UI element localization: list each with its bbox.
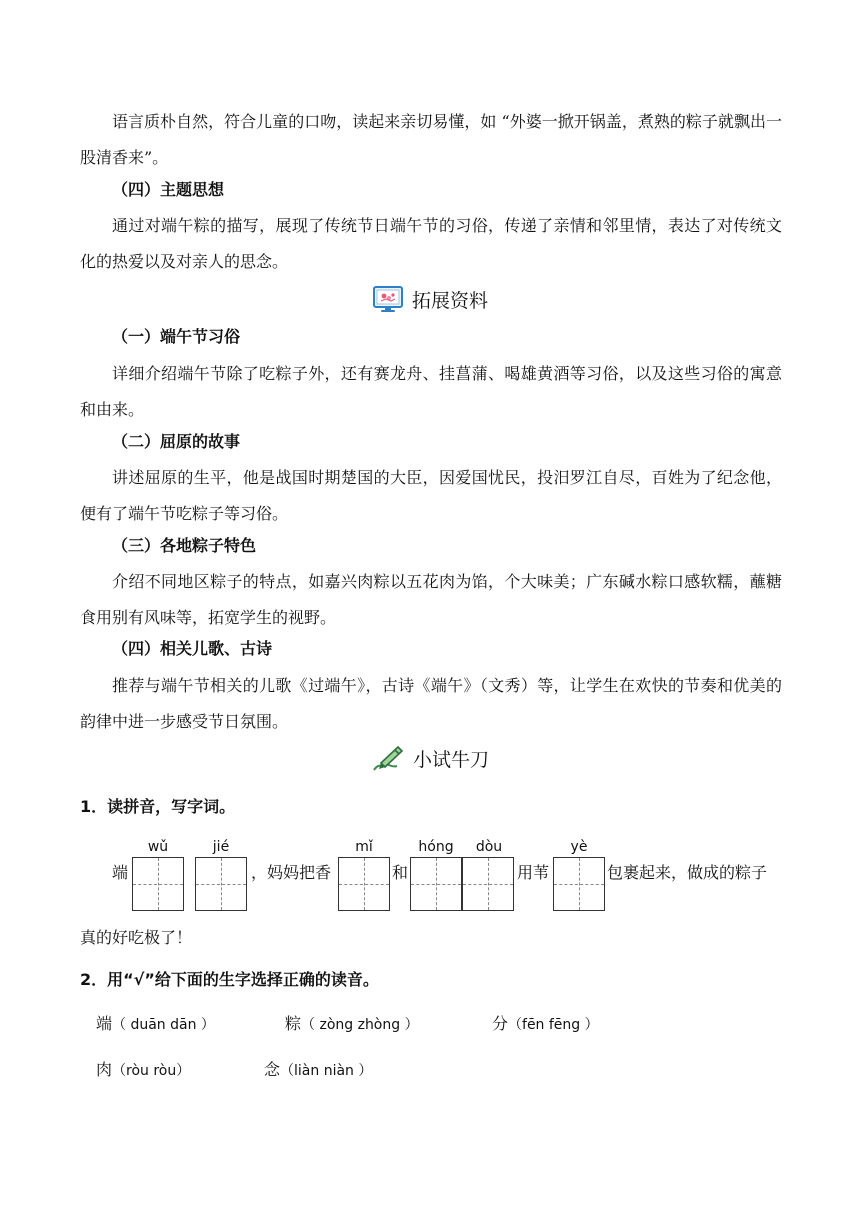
option-char: 端 xyxy=(96,1014,113,1033)
option-char: 念 xyxy=(264,1060,281,1079)
sentence-tail: 真的好吃极了！ xyxy=(80,928,193,947)
option-readings[interactable]: （fēn fēng ） xyxy=(508,1017,599,1033)
practice-section-header xyxy=(0,743,860,777)
extension-section-header xyxy=(0,284,860,318)
extension-heading-4: （四）相关儿歌、古诗 xyxy=(112,639,273,658)
extension-text-2: 讲述屈原的生平，他是战国时期楚国的大臣，因爱国忧民，投汨罗江自尽，百姓为了纪念他，便有了端午节吃粽子等习俗。 xyxy=(80,468,782,523)
sentence-text: 和 xyxy=(392,863,409,882)
reading-option xyxy=(96,1059,190,1082)
option-char: 肉 xyxy=(96,1060,113,1079)
writing-box[interactable] xyxy=(338,857,390,911)
sentence-text: 端 xyxy=(112,863,129,882)
sentence-text: 包裹起来，做成的粽子 xyxy=(607,863,768,882)
writing-box[interactable] xyxy=(553,857,605,911)
writing-box[interactable] xyxy=(462,857,514,911)
monitor-icon xyxy=(372,284,404,318)
reading-option xyxy=(492,1013,599,1036)
option-readings[interactable]: （ zòng zhòng ） xyxy=(301,1017,419,1033)
extension-heading-1: （一）端午节习俗 xyxy=(112,327,241,346)
extension-heading-2: （二）屈原的故事 xyxy=(112,432,241,451)
option-readings[interactable]: （ duān dān ） xyxy=(112,1017,215,1033)
pinyin-label: yè xyxy=(570,839,588,855)
writing-box[interactable] xyxy=(132,857,184,911)
pinyin-label: dòu xyxy=(475,839,503,855)
extension-text-3: 介绍不同地区粽子的特点，如嘉兴肉粽以五花肉为馅，个大味美；广东碱水粽口感软糯，蘸糖食用别有风味等，拓宽学生的视野。 xyxy=(80,572,782,627)
pinyin-label: jié xyxy=(212,839,230,855)
option-char: 分 xyxy=(492,1014,509,1033)
pinyin-label: mǐ xyxy=(355,839,373,855)
pinyin-label: wǔ xyxy=(147,839,169,855)
extension-heading-3: （三）各地粽子特色 xyxy=(112,536,257,555)
theme-paragraph: 通过对端午粽的描写，展现了传统节日端午节的习俗，传递了亲情和邻里情，表达了对传统文化的热爱以及对亲人的思念。 xyxy=(80,216,782,271)
writing-box[interactable] xyxy=(410,857,462,911)
sentence-text: ，妈妈把香 xyxy=(251,863,332,882)
question-1-label: 1．读拼音，写字词。 xyxy=(80,797,236,816)
pen-writing-icon xyxy=(371,743,405,777)
extension-text-4: 推荐与端午节相关的儿歌《过端午》，古诗《端午》（文秀）等，让学生在欢快的节奏和优美的韵律中进一步感受节日氛围。 xyxy=(80,676,782,731)
question-2-label: 2．用“√”给下面的生字选择正确的读音。 xyxy=(80,970,379,989)
reading-option xyxy=(285,1013,419,1036)
language-paragraph: 语言质朴自然，符合儿童的口吻，读起来亲切易懂，如 “外婆一掀开锅盖，煮熟的粽子就飘出一股清香来”。 xyxy=(80,112,782,167)
writing-box[interactable] xyxy=(195,857,247,911)
theme-heading: （四）主题思想 xyxy=(112,180,225,199)
option-readings[interactable]: （liàn niàn ） xyxy=(280,1063,373,1079)
extension-title: 拓展资料 xyxy=(411,290,488,312)
option-char: 粽 xyxy=(285,1014,302,1033)
pinyin-label: hóng xyxy=(418,839,454,855)
reading-option xyxy=(96,1013,215,1036)
sentence-text: 用苇 xyxy=(517,863,550,882)
reading-option xyxy=(264,1059,372,1082)
practice-title: 小试牛刀 xyxy=(412,749,489,771)
extension-text-1: 详细介绍端午节除了吃粽子外，还有赛龙舟、挂菖蒲、喝雄黄酒等习俗，以及这些习俗的寓意和由来。 xyxy=(80,364,782,419)
option-readings[interactable]: （ròu ròu） xyxy=(112,1063,191,1079)
